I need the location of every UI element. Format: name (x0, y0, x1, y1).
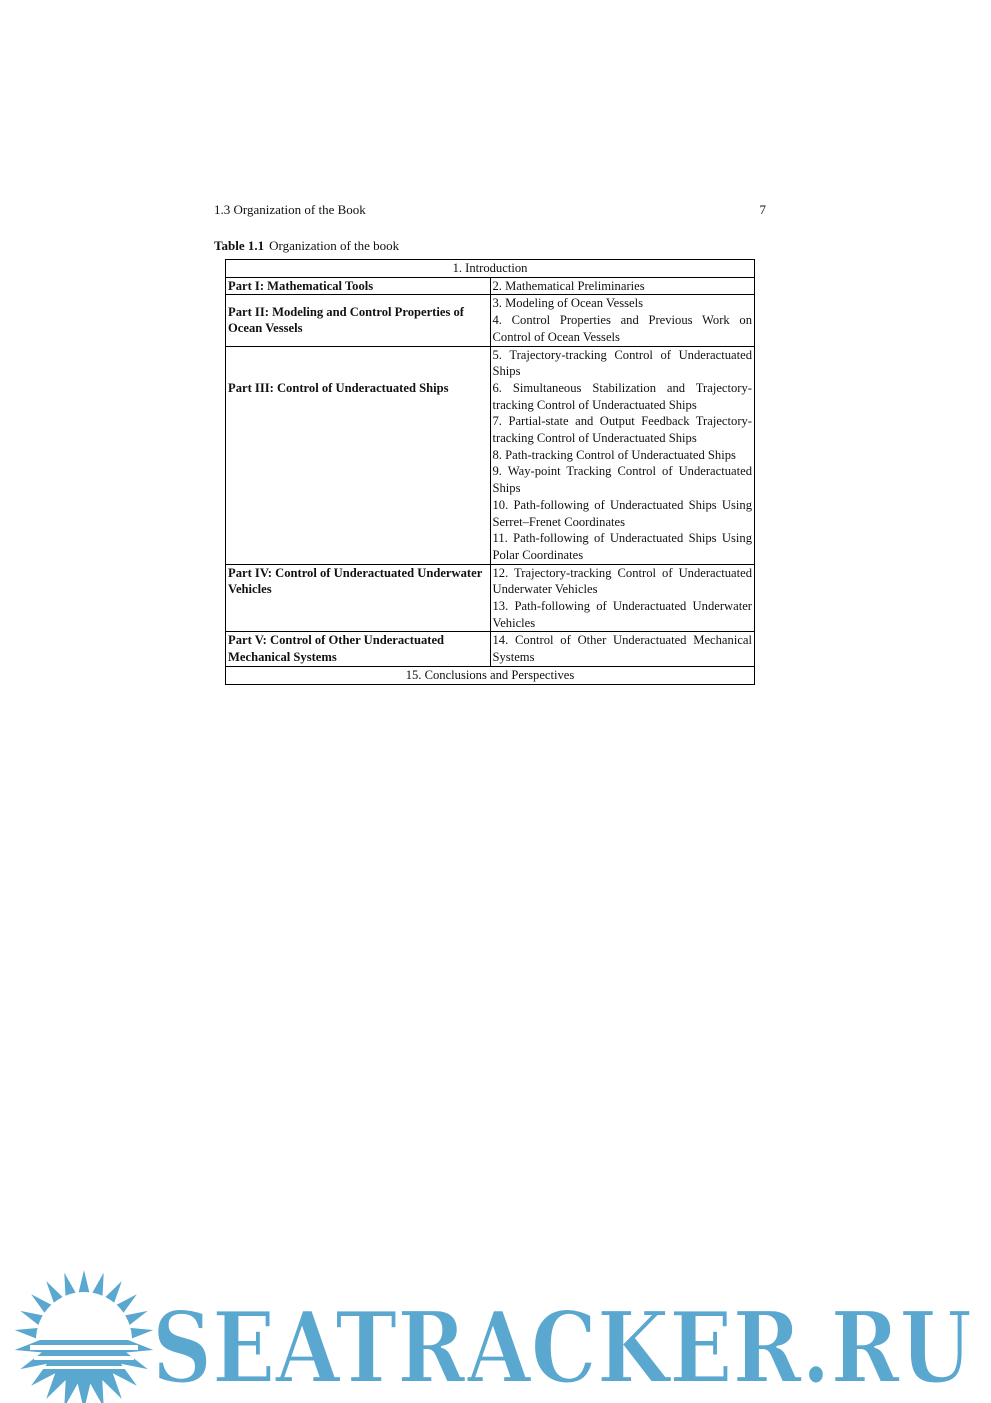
chapter-cell (490, 277, 755, 295)
watermark (0, 1252, 991, 1403)
chapter-cell (490, 564, 755, 632)
chapter-entry: 12. Trajectory-tracking Control of Underactuated Underwater Vehicles (492, 565, 752, 597)
chapter-entry: 7. Partial-state and Output Feedback Trajectory-tracking Control of Underactuated Ships (492, 414, 752, 446)
chapter-entry: 2. Mathematical Preliminaries (492, 278, 645, 293)
chapter-entry: 6. Simultaneous Stabilization and Trajectory-tracking Control of Underactuated Ships (492, 380, 752, 412)
intro-cell: 1. Introduction (226, 260, 755, 278)
running-head (214, 202, 766, 218)
table-row (226, 666, 755, 684)
chapter-entry: 4. Control Properties and Previous Work on Control of Ocean Vessels (492, 313, 752, 344)
table-row (226, 632, 755, 666)
part-title: Part III: Control of Underactuated Ships (226, 346, 491, 564)
conclusion-cell: 15. Conclusions and Perspectives (226, 666, 755, 684)
part-title: Part II: Modeling and Control Properties of Ocean Vessels (226, 295, 491, 346)
table-row (226, 260, 755, 278)
chapter-cell (490, 346, 755, 564)
part-title: Part V: Control of Other Underactuated Mechanical Systems (226, 632, 491, 666)
organization-table (225, 259, 755, 685)
sun-logo-icon (15, 1270, 154, 1403)
table-row (226, 277, 755, 295)
chapter-entry: 8. Path-tracking Control of Underactuated Ships (492, 447, 736, 462)
part-title: Part IV: Control of Underactuated Underwater Vehicles (226, 564, 491, 632)
watermark-text: SEATRACKER.RU (152, 1291, 972, 1403)
chapter-entry: 9. Way-point Tracking Control of Underactuated Ships (492, 464, 752, 496)
page-number: 7 (759, 202, 766, 217)
table-row (226, 564, 755, 632)
chapter-cell (490, 295, 755, 346)
chapter-entry: 11. Path-following of Underactuated Ships Using Polar Coordinates (492, 531, 752, 562)
table-caption-label: Table 1.1 (214, 238, 265, 253)
part-title: Part I: Mathematical Tools (226, 277, 491, 295)
table-row (226, 346, 755, 564)
chapter-cell (490, 632, 755, 666)
running-head-section: 1.3 Organization of the Book (214, 202, 366, 217)
chapter-entry: 13. Path-following of Underactuated Underwater Vehicles (492, 599, 752, 630)
chapter-entry: 10. Path-following of Underactuated Ships Using Serret–Frenet Coordinates (492, 497, 752, 529)
chapter-entry: 3. Modeling of Ocean Vessels (492, 296, 644, 311)
table-caption (214, 238, 399, 254)
table-row (226, 295, 755, 346)
chapter-entry: 14. Control of Other Underactuated Mechanical Systems (492, 633, 752, 665)
table-caption-text: Organization of the book (269, 238, 400, 253)
chapter-entry: 5. Trajectory-tracking Control of Underactuated Ships (492, 347, 752, 379)
